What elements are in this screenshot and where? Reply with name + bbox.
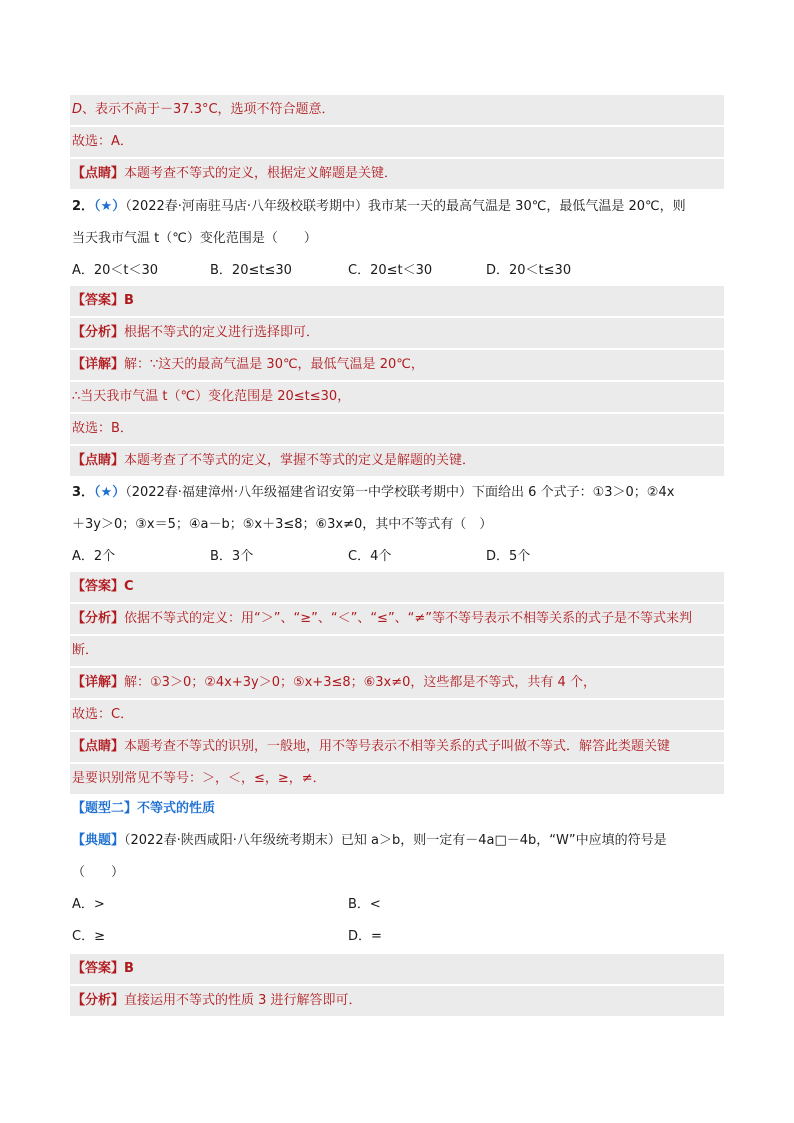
analysis-text: 根据不等式的定义进行选择即可． bbox=[124, 325, 320, 340]
analysis-text: 依据不等式的定义：用“＞”、“≥”、“＜”、“≤”、“≠”等不等号表示不相等关系的式子是不等式来判 bbox=[124, 611, 693, 626]
q3-analysis-line1 bbox=[70, 604, 724, 634]
answer-tag: 【答案】 bbox=[72, 579, 125, 594]
q2-answer bbox=[70, 286, 724, 316]
q2-choice: 故选：B． bbox=[70, 414, 724, 444]
tip-text: 本题考查不等式的识别，一般地，用不等号表示不相等关系的式子叫做不等式．解答此类题关键 bbox=[124, 739, 671, 754]
q3-number: 3． bbox=[72, 485, 95, 500]
option-letter: D bbox=[72, 102, 83, 117]
q3-tip-line2: 是要识别常见不等号：＞，＜，≤，≥，≠． bbox=[70, 764, 724, 794]
option-text: 、表示不高于－37.3°C，选项不符合题意． bbox=[82, 102, 335, 117]
q3-stem-text: （2022春·福建漳州·八年级福建省诏安第一中学校联考期中）下面给出 6 个式子：①3＞0；②4x bbox=[125, 485, 675, 500]
tip-tag: 【点睛】 bbox=[72, 739, 125, 754]
type2-option-d: D．= bbox=[348, 929, 382, 944]
tip-text: 本题考查不等式的定义，根据定义解题是关键． bbox=[124, 166, 398, 181]
q2-stem-line2: 当天我市气温 t（℃）变化范围是（ ） bbox=[72, 231, 317, 246]
prev-option-d bbox=[70, 95, 724, 125]
type2-options-row1 bbox=[70, 890, 724, 920]
type2-option-a: A．> bbox=[72, 897, 105, 912]
q3-stem-line2: ＋3y＞0；③x＝5；④a－b；⑤x＋3≤8；⑥3x≠0，其中不等式有（ ） bbox=[72, 517, 493, 532]
type2-options-row2 bbox=[70, 922, 724, 952]
q2-tip bbox=[70, 446, 724, 476]
type2-analysis bbox=[70, 986, 724, 1016]
q3-option-c: C．4个 bbox=[348, 549, 392, 564]
heading-text: 不等式的性质 bbox=[137, 801, 216, 816]
q3-answer bbox=[70, 572, 724, 602]
type2-example-line1 bbox=[70, 826, 724, 856]
detail-tag: 【详解】 bbox=[72, 357, 125, 372]
type2-option-b: B．< bbox=[348, 897, 381, 912]
q2-detail-line2: ∴当天我市气温 t（℃）变化范围是 20≤t≤30， bbox=[70, 382, 724, 412]
q2-analysis bbox=[70, 318, 724, 348]
prev-choice: 故选：A． bbox=[70, 127, 724, 157]
q2-stem-line1 bbox=[70, 192, 724, 222]
q3-detail bbox=[70, 668, 724, 698]
answer-value: C bbox=[124, 579, 134, 594]
answer-tag: 【答案】 bbox=[72, 293, 125, 308]
type2-heading bbox=[70, 794, 724, 824]
q3-stem-line1 bbox=[70, 478, 724, 508]
q3-analysis-line2: 断． bbox=[70, 636, 724, 666]
q2-option-d: D．20＜t≤30 bbox=[486, 263, 572, 278]
type2-example-line2: （ ） bbox=[72, 865, 125, 880]
tip-tag: 【点睛】 bbox=[72, 166, 125, 181]
star-icon: （★） bbox=[94, 199, 126, 214]
type2-answer bbox=[70, 954, 724, 984]
example-tag: 【典题】 bbox=[72, 833, 125, 848]
analysis-text: 直接运用不等式的性质 3 进行解答即可． bbox=[124, 993, 362, 1008]
analysis-tag: 【分析】 bbox=[72, 993, 125, 1008]
q2-detail-line1 bbox=[70, 350, 724, 380]
heading-tag: 【题型二】 bbox=[72, 801, 138, 816]
q3-option-d: D．5个 bbox=[486, 549, 531, 564]
answer-value: B bbox=[124, 293, 134, 308]
analysis-tag: 【分析】 bbox=[72, 611, 125, 626]
q3-option-b: B．3个 bbox=[210, 549, 254, 564]
q2-option-b: B．20≤t≤30 bbox=[210, 263, 292, 278]
detail-tag: 【详解】 bbox=[72, 675, 125, 690]
q2-stem-text: （2022春·河南驻马店·八年级校联考期中）我市某一天的最高气温是 30℃，最低气温是 20℃，则 bbox=[125, 199, 686, 214]
star-icon: （★） bbox=[94, 485, 126, 500]
analysis-tag: 【分析】 bbox=[72, 325, 125, 340]
q3-options bbox=[70, 542, 724, 572]
example-text: （2022春·陕西咸阳·八年级统考期末）已知 a＞b，则一定有－4a□－4b，“W”中应填的符号是 bbox=[124, 833, 667, 848]
answer-tag: 【答案】 bbox=[72, 961, 125, 976]
type2-option-c: C．≥ bbox=[72, 929, 105, 944]
q3-option-a: A．2个 bbox=[72, 549, 116, 564]
q2-option-a: A．20＜t＜30 bbox=[72, 263, 159, 278]
q3-choice: 故选：C． bbox=[70, 700, 724, 730]
q2-option-c: C．20≤t＜30 bbox=[348, 263, 433, 278]
q3-tip-line1 bbox=[70, 732, 724, 762]
answer-value: B bbox=[124, 961, 134, 976]
tip-tag: 【点睛】 bbox=[72, 453, 125, 468]
detail-text: 解：①3＞0；②4x+3y＞0；⑤x+3≤8；⑥3x≠0，这些都是不等式，共有 4 个， bbox=[124, 675, 596, 690]
q2-options bbox=[70, 256, 724, 286]
tip-text: 本题考查了不等式的定义，掌握不等式的定义是解题的关键． bbox=[124, 453, 476, 468]
prev-tip bbox=[70, 159, 724, 189]
q2-number: 2． bbox=[72, 199, 95, 214]
detail-text: 解：∵这天的最高气温是 30℃，最低气温是 20℃， bbox=[124, 357, 424, 372]
